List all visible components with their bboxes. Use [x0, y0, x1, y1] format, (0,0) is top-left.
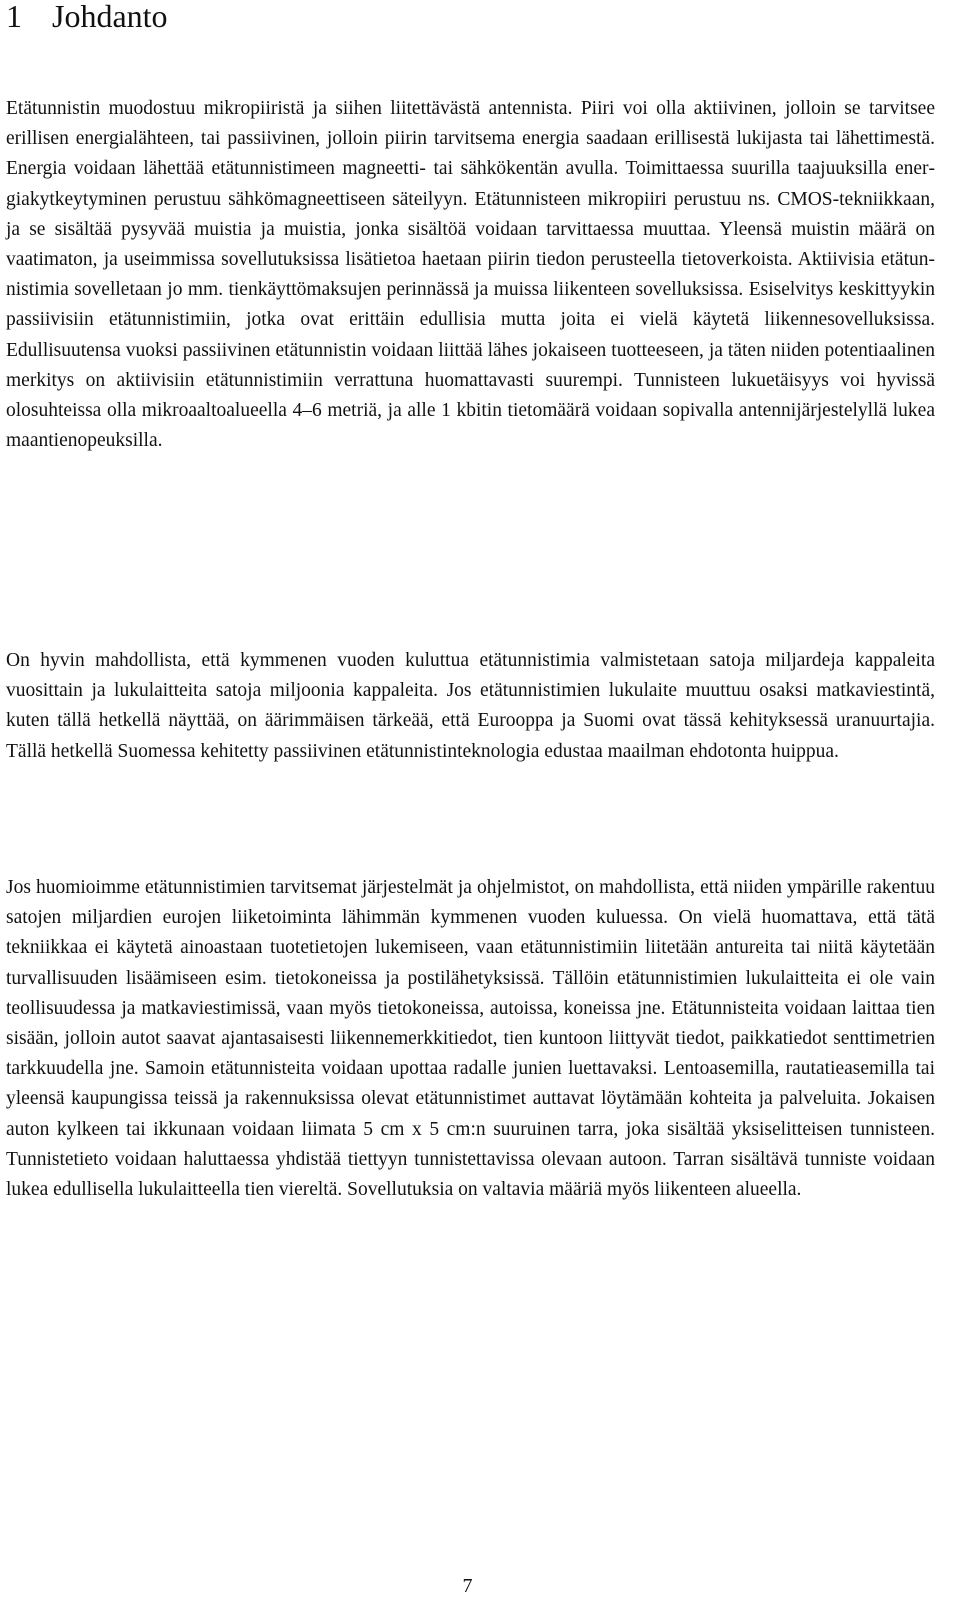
chapter-title: Johdanto: [52, 0, 168, 34]
chapter-heading: [6, 0, 168, 36]
paragraph: On hyvin mahdollista, että kymmenen vuoden kuluttua etätunnistimia valmistetaan satoja miljardeja kappaleita vuosittain ja lukulaitteita satoja miljoonia kappaleita. Jos etätunnistimien lukulaite muuttuu osaksi matkaviestintä, kuten tällä hetkellä näyttää, on äärimmäisen tärkeää, että Eurooppa ja Suomi ovat tässä kehityksessä uranuurtajia. Tällä hetkellä Suomessa kehitetty passiivinen etätunnistinteknologia edustaa maailman ehdotonta huippua.: [6, 650, 935, 762]
page-number: 7: [462, 1575, 473, 1597]
chapter-number: 1: [6, 0, 22, 34]
paragraph: Etätunnistin muodostuu mikropiiristä ja siihen liitettävästä antennista. Piiri voi olla aktiivinen, jolloin se tarvitsee erillisen energialähteen, tai passiivinen, jolloin piirin tarvitsema energia saadaan erillisestä lukijasta tai lähettimestä. Energia voidaan lähettää etätunnistimeen magneetti- tai sähkökentän avulla. Toimittaessa suurilla taajuuksilla energiakytkeytyminen perustuu sähkömagneettiseen säteilyyn. Etätunnisteen mikropiiri perustuu ns. CMOS-tekniikkaan, ja se sisältää pysyvää muistia ja muistia, jonka sisältöä voidaan tarvittaessa muuttaa. Yleensä muistin määrä on vaatimaton, ja useimmissa sovellutuksissa lisätietoa haetaan piirin tiedon perusteella tietoverkoista. Aktiivisia etätunnistimia sovelletaan jo mm. tienkäyttömaksujen perinnässä ja muissa liikenteen sovelluksissa. Esiselvitys keskittyykin passiivisiin etätunnistimiin, jotka ovat erittäin edullisia mutta joita ei vielä käytetä liikennesovelluksissa. Edullisuutensa vuoksi passiivinen etätunnistin voidaan liittää lähes jokaiseen tuotteeseen, ja täten niiden potentiaalinen merkitys on aktiivisiin etätunnistimiin verrattuna huomattavasti suurempi. Tunnisteen lukuetäisyys voi hyvissä olosuhteissa olla mikroaaltoalueella 4–6 metriä, ja alle 1 kbitin tietomäärä voidaan sopivalla antennijärjestelyllä lukea maantienopeuksilla.: [6, 98, 935, 452]
paragraph: Jos huomioimme etätunnistimien tarvitsemat järjestelmät ja ohjelmistot, on mahdollista, että niiden ympärille rakentuu satojen miljardien eurojen liiketoiminta lähimmän kymmenen vuoden kuluessa. On vielä huomattava, että tätä tekniikkaa ei käytetä ainoastaan tuotetietojen lukemiseen, vaan etätunnistimiin liitetään antureita tai niitä käytetään turvallisuuden lisäämiseen esim. tietokoneissa ja postilähetyksissä. Tällöin etätunnistimien lukulaitteita ei ole vain teollisuudessa ja matkaviestimissä, vaan myös tietokoneissa, autoissa, koneissa jne. Etätunnisteita voidaan laittaa tien sisään, jolloin autot saavat ajantasaisesti liikennemerkkitiedot, tien kuntoon liittyvät tiedot, paikkatiedot senttimetrien tarkkuudella jne. Samoin etätunnisteita voidaan upottaa radalle junien luettavaksi. Lentoasemilla, rautatieasemilla tai yleensä kaupungissa teissä ja rakennuksissa olevat etätunnistimet auttavat löytämään kohteita ja palveluita. Jokaisen auton kylkeen tai ikkunaan voidaan liimata 5 cm x 5 cm:n suuruinen tarra, joka sisältää yksiselitteisen tunnisteen. Tunnistetieto voidaan haluttaessa yhdistää tiettyyn tunnistettavissa olevaan autoon. Tarran sisältävä tunniste voidaan lukea edullisella lukulaitteella tien viereltä. Sovellutuksia on valtavia määriä myös liikenteen alueella.: [6, 877, 935, 1201]
